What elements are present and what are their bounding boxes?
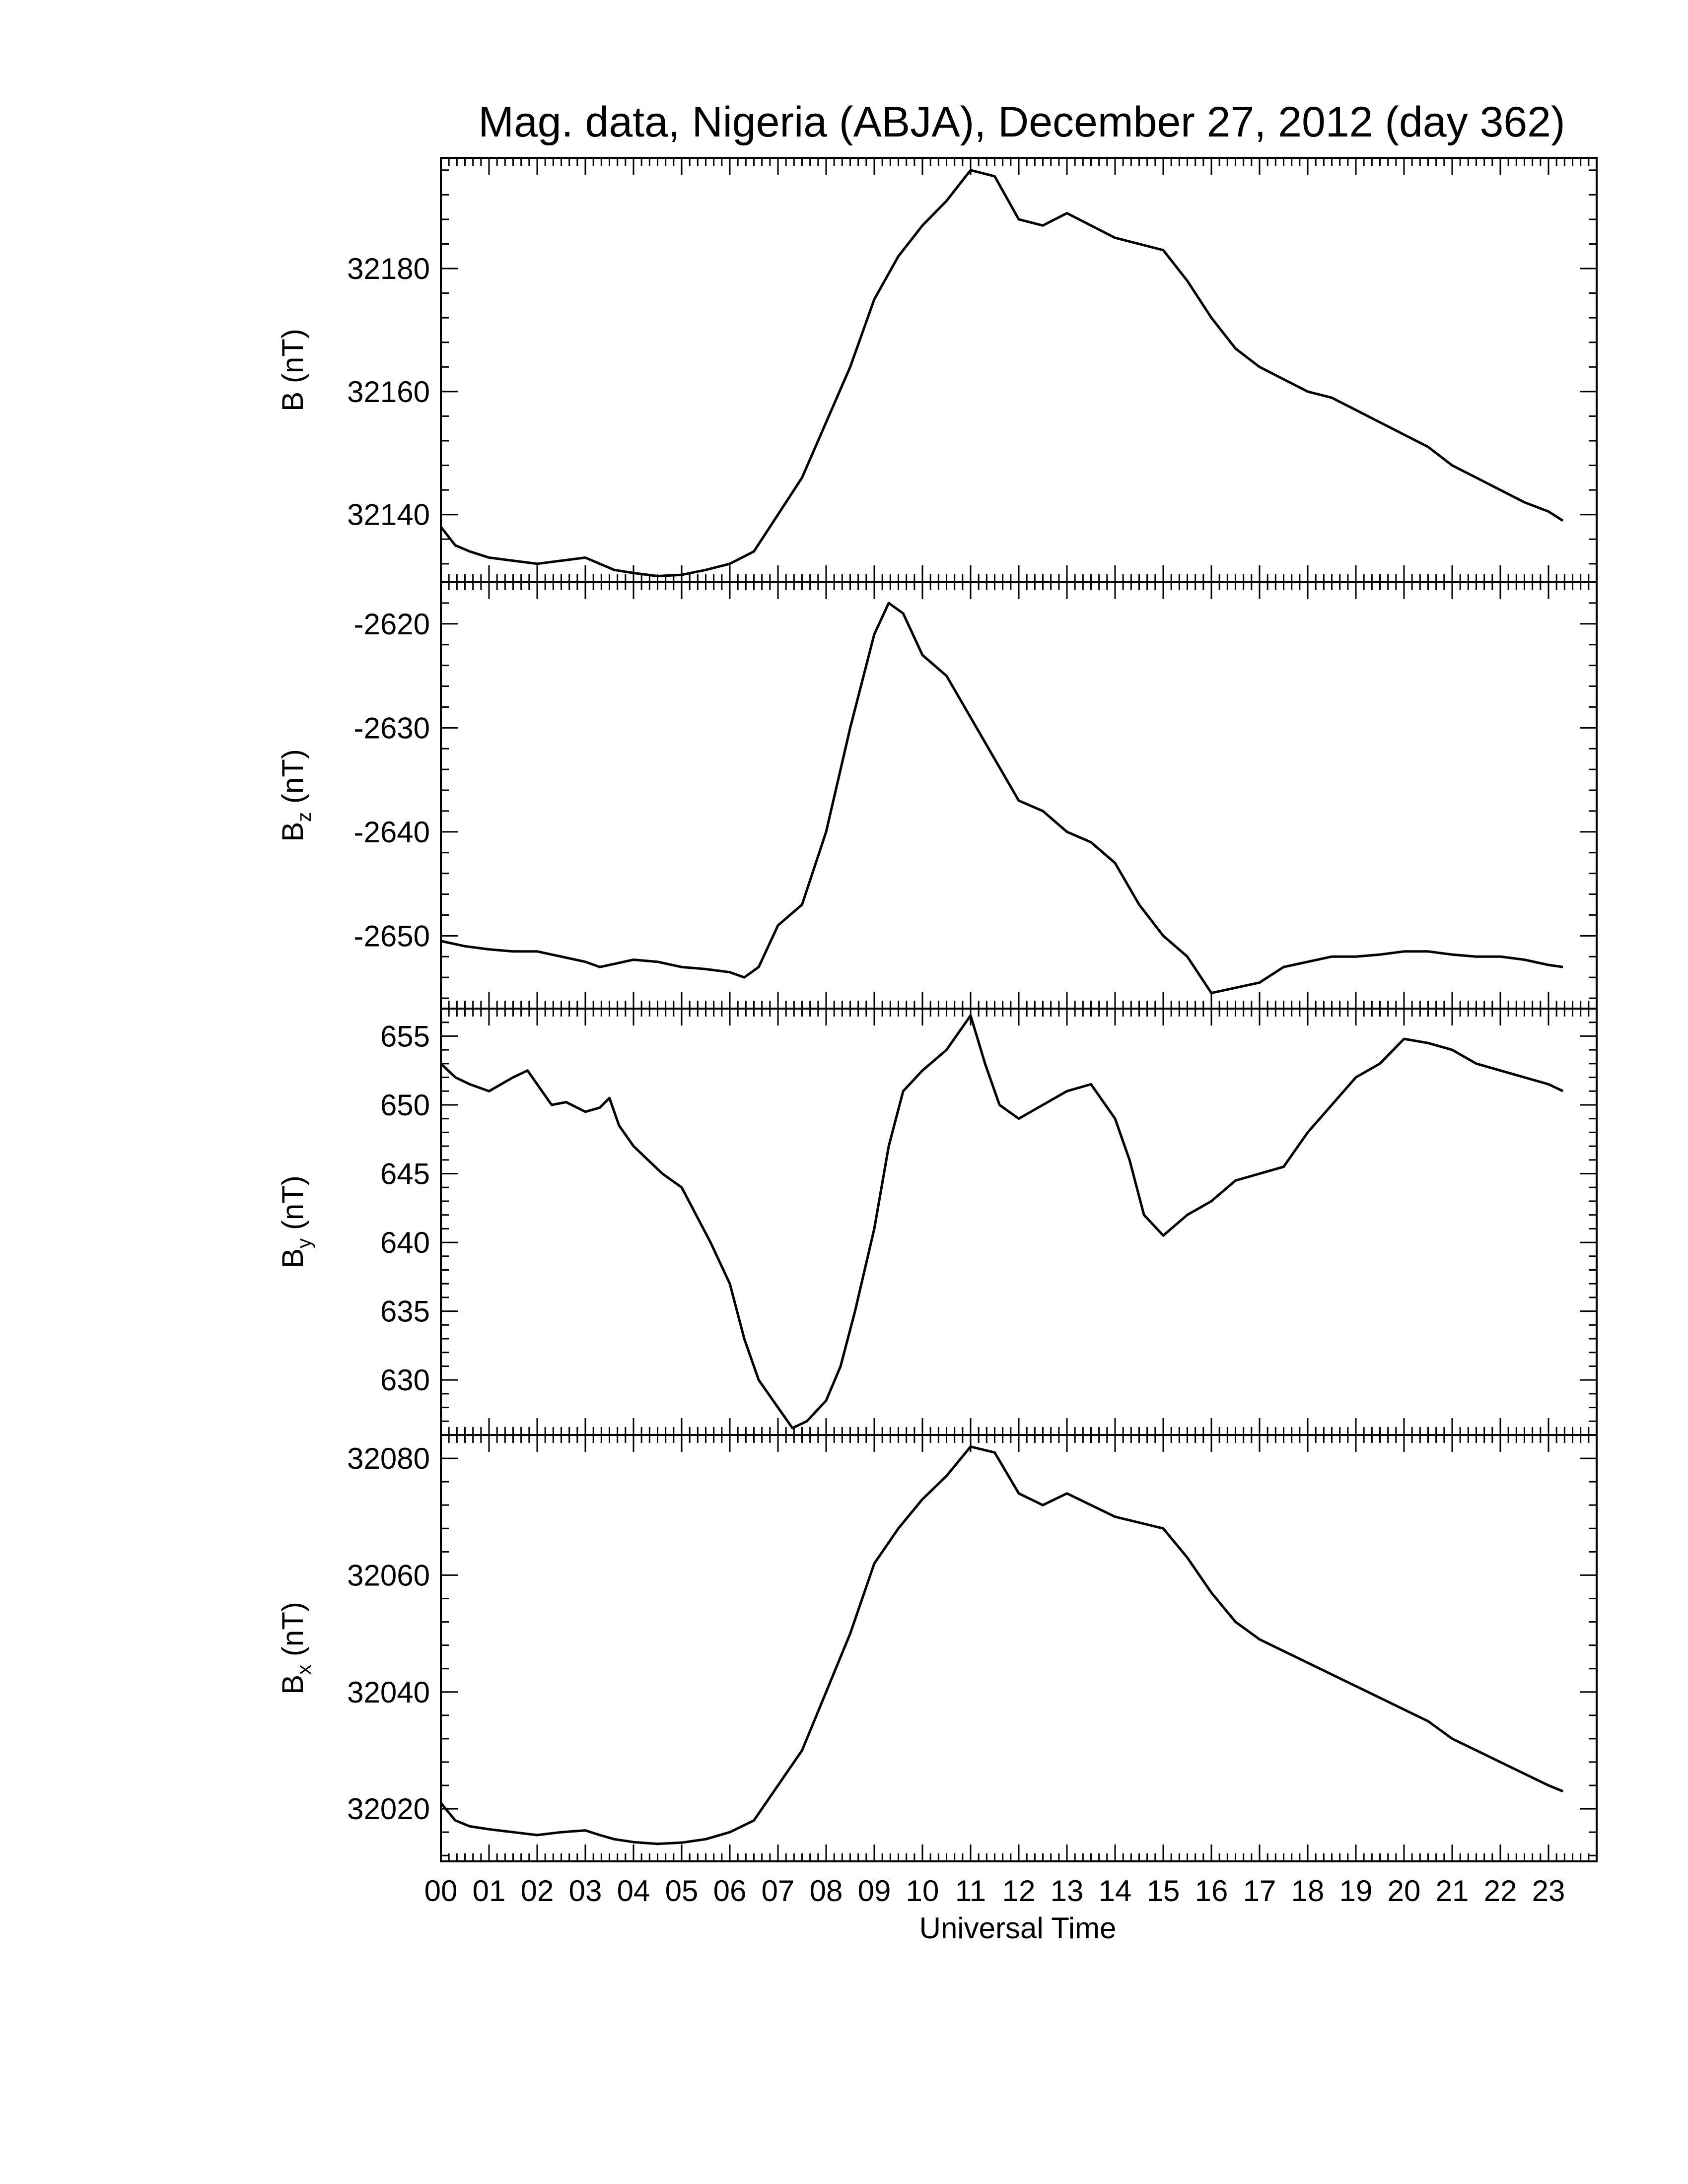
y-axis-label: $B_x$ (nT) <box>276 1602 315 1695</box>
panel-frame <box>441 1435 1597 1861</box>
y-tick-label: 630 <box>380 1364 430 1397</box>
x-tick-label: 06 <box>713 1874 747 1908</box>
x-tick-label: 20 <box>1387 1874 1421 1908</box>
x-tick-label: 13 <box>1050 1874 1084 1908</box>
x-tick-label: 11 <box>955 1874 986 1908</box>
y-tick-label: 32080 <box>347 1442 430 1476</box>
y-tick-label: 32180 <box>347 252 430 286</box>
y-axis-label: $B_y$ (nT) <box>276 1175 315 1268</box>
y-tick-label: 32040 <box>347 1675 430 1709</box>
y-tick-label: -2630 <box>353 711 430 745</box>
x-tick-label: 04 <box>617 1874 650 1908</box>
panel-frame <box>441 158 1597 582</box>
x-tick-label: 05 <box>665 1874 699 1908</box>
panel-frame <box>441 582 1597 1009</box>
x-tick-label: 18 <box>1291 1874 1325 1908</box>
x-tick-label: 12 <box>1002 1874 1036 1908</box>
x-tick-label: 19 <box>1339 1874 1373 1908</box>
x-tick-label: 02 <box>520 1874 554 1908</box>
panel-3 <box>276 1009 1597 1435</box>
y-tick-label: 640 <box>380 1226 430 1260</box>
y-axis-label: B (nT) <box>276 329 309 411</box>
y-tick-label: 32160 <box>347 375 430 409</box>
panels <box>276 158 1597 1908</box>
x-tick-label: 17 <box>1243 1874 1276 1908</box>
y-tick-label: -2620 <box>353 607 430 641</box>
x-tick-label: 23 <box>1532 1874 1565 1908</box>
panel-4 <box>276 1435 1597 1861</box>
series-line-2 <box>441 603 1563 993</box>
series-line-3 <box>441 1016 1563 1428</box>
panel-2 <box>276 582 1597 1009</box>
x-axis-label: Universal Time <box>919 1911 1117 1945</box>
x-tick-label: 01 <box>472 1874 506 1908</box>
x-tick-label: 14 <box>1098 1874 1132 1908</box>
y-tick-label: 635 <box>380 1295 430 1328</box>
y-tick-label: 32060 <box>347 1559 430 1592</box>
series-line-4 <box>441 1447 1563 1844</box>
x-tick-label: 15 <box>1146 1874 1180 1908</box>
y-tick-label: -2650 <box>353 919 430 953</box>
x-tick-label: 09 <box>857 1874 891 1908</box>
chart-title: Mag. data, Nigeria (ABJA), December 27, 2012 (day 362) <box>478 98 1565 146</box>
y-axis-label: $B_z$ (nT) <box>276 749 315 842</box>
x-tick-labels <box>424 1874 1565 1908</box>
panel-frame <box>441 1009 1597 1435</box>
y-tick-label: -2640 <box>353 815 430 849</box>
y-tick-label: 655 <box>380 1020 430 1053</box>
x-tick-label: 10 <box>906 1874 939 1908</box>
x-tick-label: 00 <box>424 1874 458 1908</box>
panel-1 <box>276 158 1597 582</box>
series-line-1 <box>441 170 1563 576</box>
x-tick-label: 22 <box>1483 1874 1517 1908</box>
x-tick-label: 03 <box>568 1874 602 1908</box>
y-tick-label: 32020 <box>347 1792 430 1826</box>
x-tick-label: 07 <box>761 1874 795 1908</box>
y-tick-label: 645 <box>380 1157 430 1191</box>
y-tick-label: 650 <box>380 1088 430 1122</box>
x-tick-label: 21 <box>1435 1874 1469 1908</box>
x-tick-label: 08 <box>809 1874 843 1908</box>
y-tick-label: 32140 <box>347 498 430 532</box>
x-tick-label: 16 <box>1195 1874 1228 1908</box>
